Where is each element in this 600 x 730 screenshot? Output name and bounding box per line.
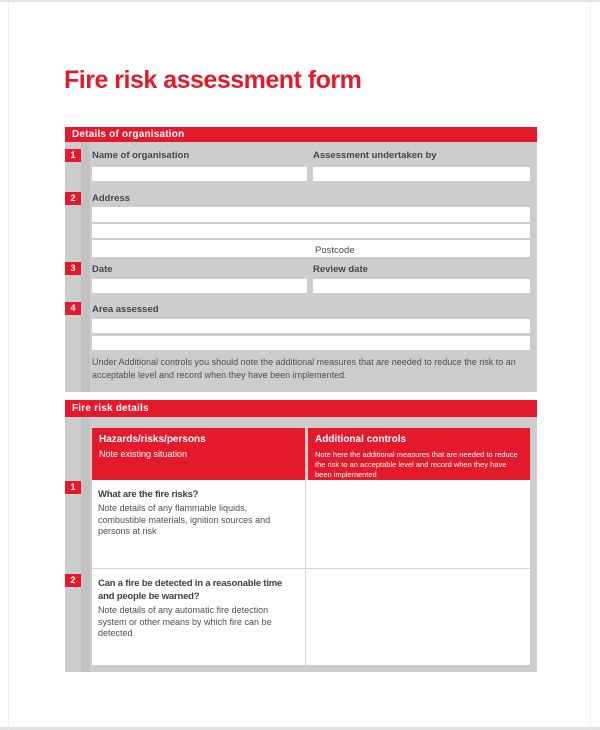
details-of-organisation-header: Details of organisation <box>65 127 537 142</box>
assessment-undertaken-by-input[interactable] <box>313 167 530 181</box>
fire-risk-details-header: Fire risk details <box>65 400 537 417</box>
row-number-badge-1: 1 <box>65 149 81 162</box>
page-border-top <box>0 0 600 2</box>
postcode-input[interactable] <box>92 240 530 257</box>
fire-risk-details-section <box>65 400 537 672</box>
row-number-badge-4: 4 <box>65 302 81 315</box>
fire-detection-hint: Note details of any automatic fire detection system or other means by which fire can be detected <box>98 605 272 638</box>
postcode-label: Postcode <box>315 245 355 256</box>
review-date-label: Review date <box>313 264 368 275</box>
hazards-column-title: Hazards/risks/persons <box>99 434 206 445</box>
fire-risk-table-body <box>92 480 530 665</box>
additional-controls-cell-row-1[interactable] <box>306 480 530 568</box>
area-assessed-label: Area assessed <box>92 304 159 315</box>
row-number-badge-2: 2 <box>65 192 81 205</box>
fire-detection-question: Can a fire be detected in a reasonable time and people be warned? <box>98 578 283 602</box>
hazards-cell-row-2[interactable] <box>92 569 305 665</box>
review-date-input[interactable] <box>313 279 530 293</box>
date-input[interactable] <box>92 279 307 293</box>
row-number-badge-3: 3 <box>65 262 81 275</box>
area-assessed-input-line-2[interactable] <box>92 336 530 350</box>
name-of-organisation-label: Name of organisation <box>92 150 190 161</box>
hazards-column-header <box>92 428 305 480</box>
hazards-cell-row-1[interactable] <box>92 480 305 568</box>
additional-controls-column-subtitle: Note here the additional measures that are needed to reduce the risk to an acceptable level and record when they have been implemented <box>315 450 518 479</box>
area-assessed-input-line-1[interactable] <box>92 319 530 333</box>
fire-risk-table <box>92 428 530 665</box>
fire-row-number-badge-1: 1 <box>65 481 81 494</box>
address-input-line-2[interactable] <box>92 224 530 238</box>
page-border-right <box>590 2 591 730</box>
additional-controls-cell-row-2[interactable] <box>306 569 530 665</box>
details-of-organisation-section <box>65 127 537 392</box>
assessment-undertaken-by-label: Assessment undertaken by <box>313 150 437 161</box>
additional-controls-column-header <box>308 428 530 480</box>
date-label: Date <box>92 264 113 275</box>
address-label: Address <box>92 193 131 204</box>
fire-row-number-badge-2: 2 <box>65 574 81 587</box>
additional-controls-note: Under Additional controls you should note the additional measures that are needed to reduce the risk to an acceptable level and record when they have been implemented. <box>92 357 516 380</box>
number-gutter-strip <box>81 142 90 392</box>
additional-controls-column-title: Additional controls <box>315 434 407 445</box>
fire-risks-hint: Note details of any flammable liquids, combustible materials, ignition sources and persons at risk <box>98 503 271 536</box>
name-of-organisation-input[interactable] <box>92 167 307 181</box>
page-title: Fire risk assessment form <box>64 66 362 94</box>
fire-risk-table-header <box>92 428 530 480</box>
details-of-organisation-body <box>65 142 537 392</box>
hazards-column-subtitle: Note existing situation <box>99 449 188 459</box>
fire-risks-question: What are the fire risks? <box>98 489 199 500</box>
number-gutter-strip <box>81 417 90 672</box>
page-border-left <box>8 2 9 730</box>
fire-risk-details-body <box>65 417 537 672</box>
address-input-line-1[interactable] <box>92 207 530 222</box>
